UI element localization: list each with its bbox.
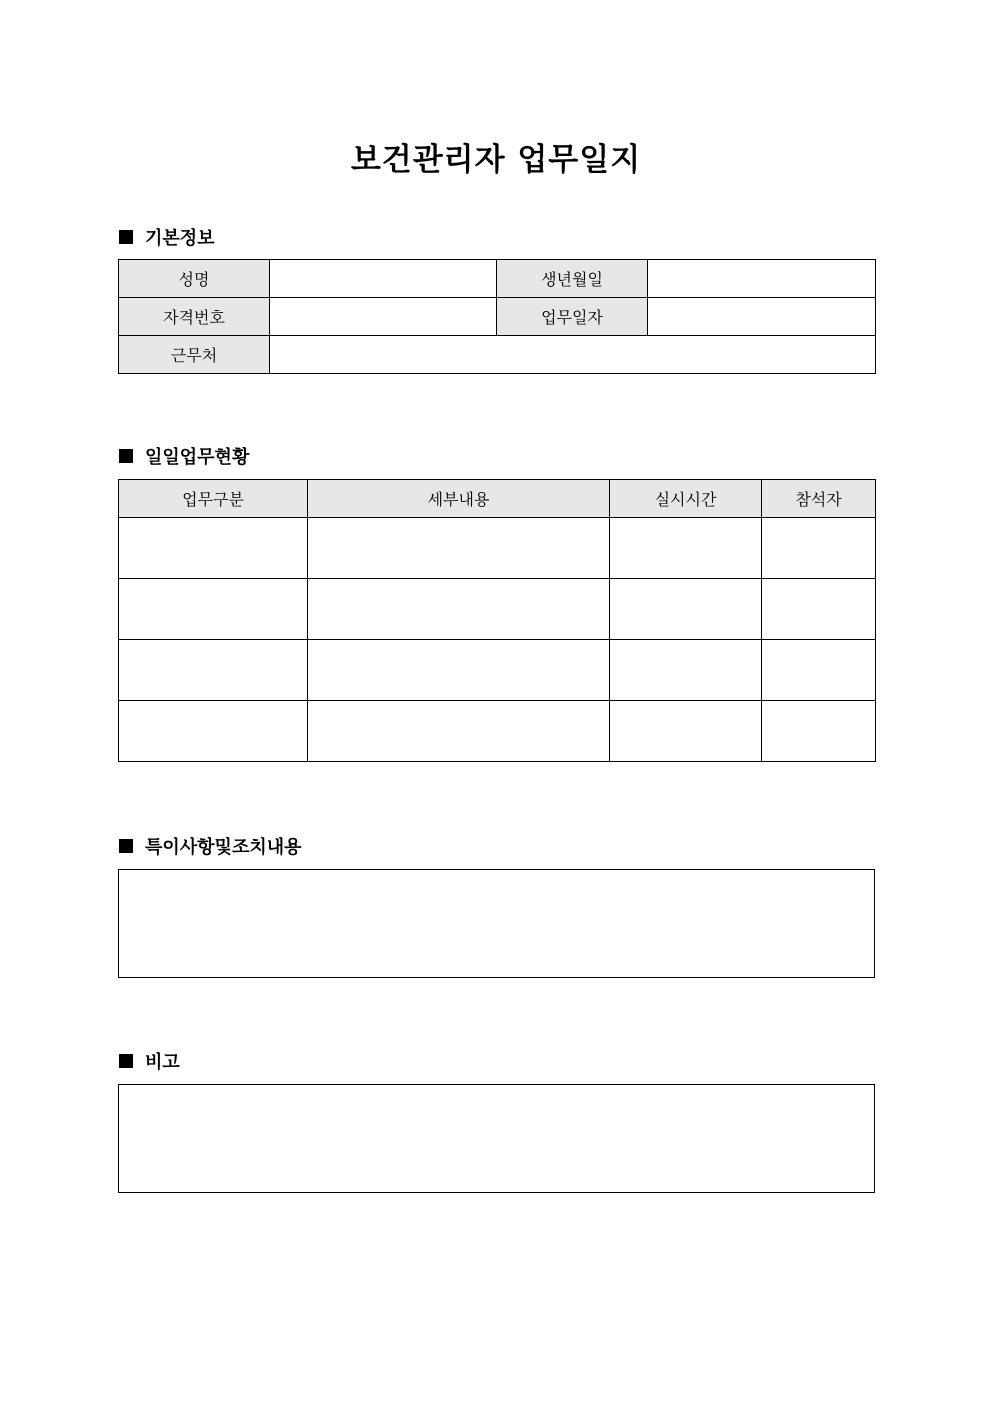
attendees-cell[interactable] [762, 701, 876, 762]
remarks-heading-text: 비고 [145, 1052, 180, 1073]
attendees-cell[interactable] [762, 640, 876, 701]
time-cell[interactable] [610, 579, 762, 640]
task-type-cell[interactable] [119, 518, 308, 579]
time-cell[interactable] [610, 701, 762, 762]
basic-info-heading [119, 224, 215, 250]
special-notes-heading-text: 특이사항및조치내용 [145, 837, 302, 858]
name-field[interactable] [270, 260, 497, 298]
time-cell[interactable] [610, 518, 762, 579]
table-row [119, 260, 876, 298]
column-header-attendees: 참석자 [762, 480, 876, 518]
task-type-cell[interactable] [119, 579, 308, 640]
column-header-time: 실시시간 [610, 480, 762, 518]
attendees-cell[interactable] [762, 518, 876, 579]
table-row [119, 518, 876, 579]
details-cell[interactable] [308, 518, 610, 579]
daily-tasks-heading [119, 443, 249, 469]
details-cell[interactable] [308, 579, 610, 640]
square-bullet-icon [119, 839, 133, 853]
table-header-row [119, 480, 876, 518]
daily-task-table [118, 479, 876, 762]
birthdate-label: 생년월일 [497, 260, 648, 298]
license-no-label: 자격번호 [119, 298, 270, 336]
task-type-cell[interactable] [119, 701, 308, 762]
birthdate-field[interactable] [648, 260, 876, 298]
time-cell[interactable] [610, 640, 762, 701]
table-row [119, 640, 876, 701]
remarks-box[interactable] [118, 1084, 875, 1193]
basic-info-heading-text: 기본정보 [145, 228, 215, 249]
license-no-field[interactable] [270, 298, 497, 336]
work-date-label: 업무일자 [497, 298, 648, 336]
square-bullet-icon [119, 449, 133, 463]
workplace-field[interactable] [270, 336, 876, 374]
column-header-task-type: 업무구분 [119, 480, 308, 518]
attendees-cell[interactable] [762, 579, 876, 640]
square-bullet-icon [119, 1054, 133, 1068]
details-cell[interactable] [308, 701, 610, 762]
table-row [119, 701, 876, 762]
basic-info-table [118, 259, 876, 374]
special-notes-box[interactable] [118, 869, 875, 978]
square-bullet-icon [119, 230, 133, 244]
special-notes-heading [119, 833, 302, 859]
task-type-cell[interactable] [119, 640, 308, 701]
column-header-details: 세부내용 [308, 480, 610, 518]
details-cell[interactable] [308, 640, 610, 701]
table-row [119, 298, 876, 336]
remarks-heading [119, 1048, 180, 1074]
daily-tasks-heading-text: 일일업무현황 [145, 447, 250, 468]
workplace-label: 근무처 [119, 336, 270, 374]
name-label: 성명 [119, 260, 270, 298]
table-row [119, 579, 876, 640]
table-row [119, 336, 876, 374]
page-title: 보건관리자 업무일지 [350, 142, 642, 178]
work-date-field[interactable] [648, 298, 876, 336]
